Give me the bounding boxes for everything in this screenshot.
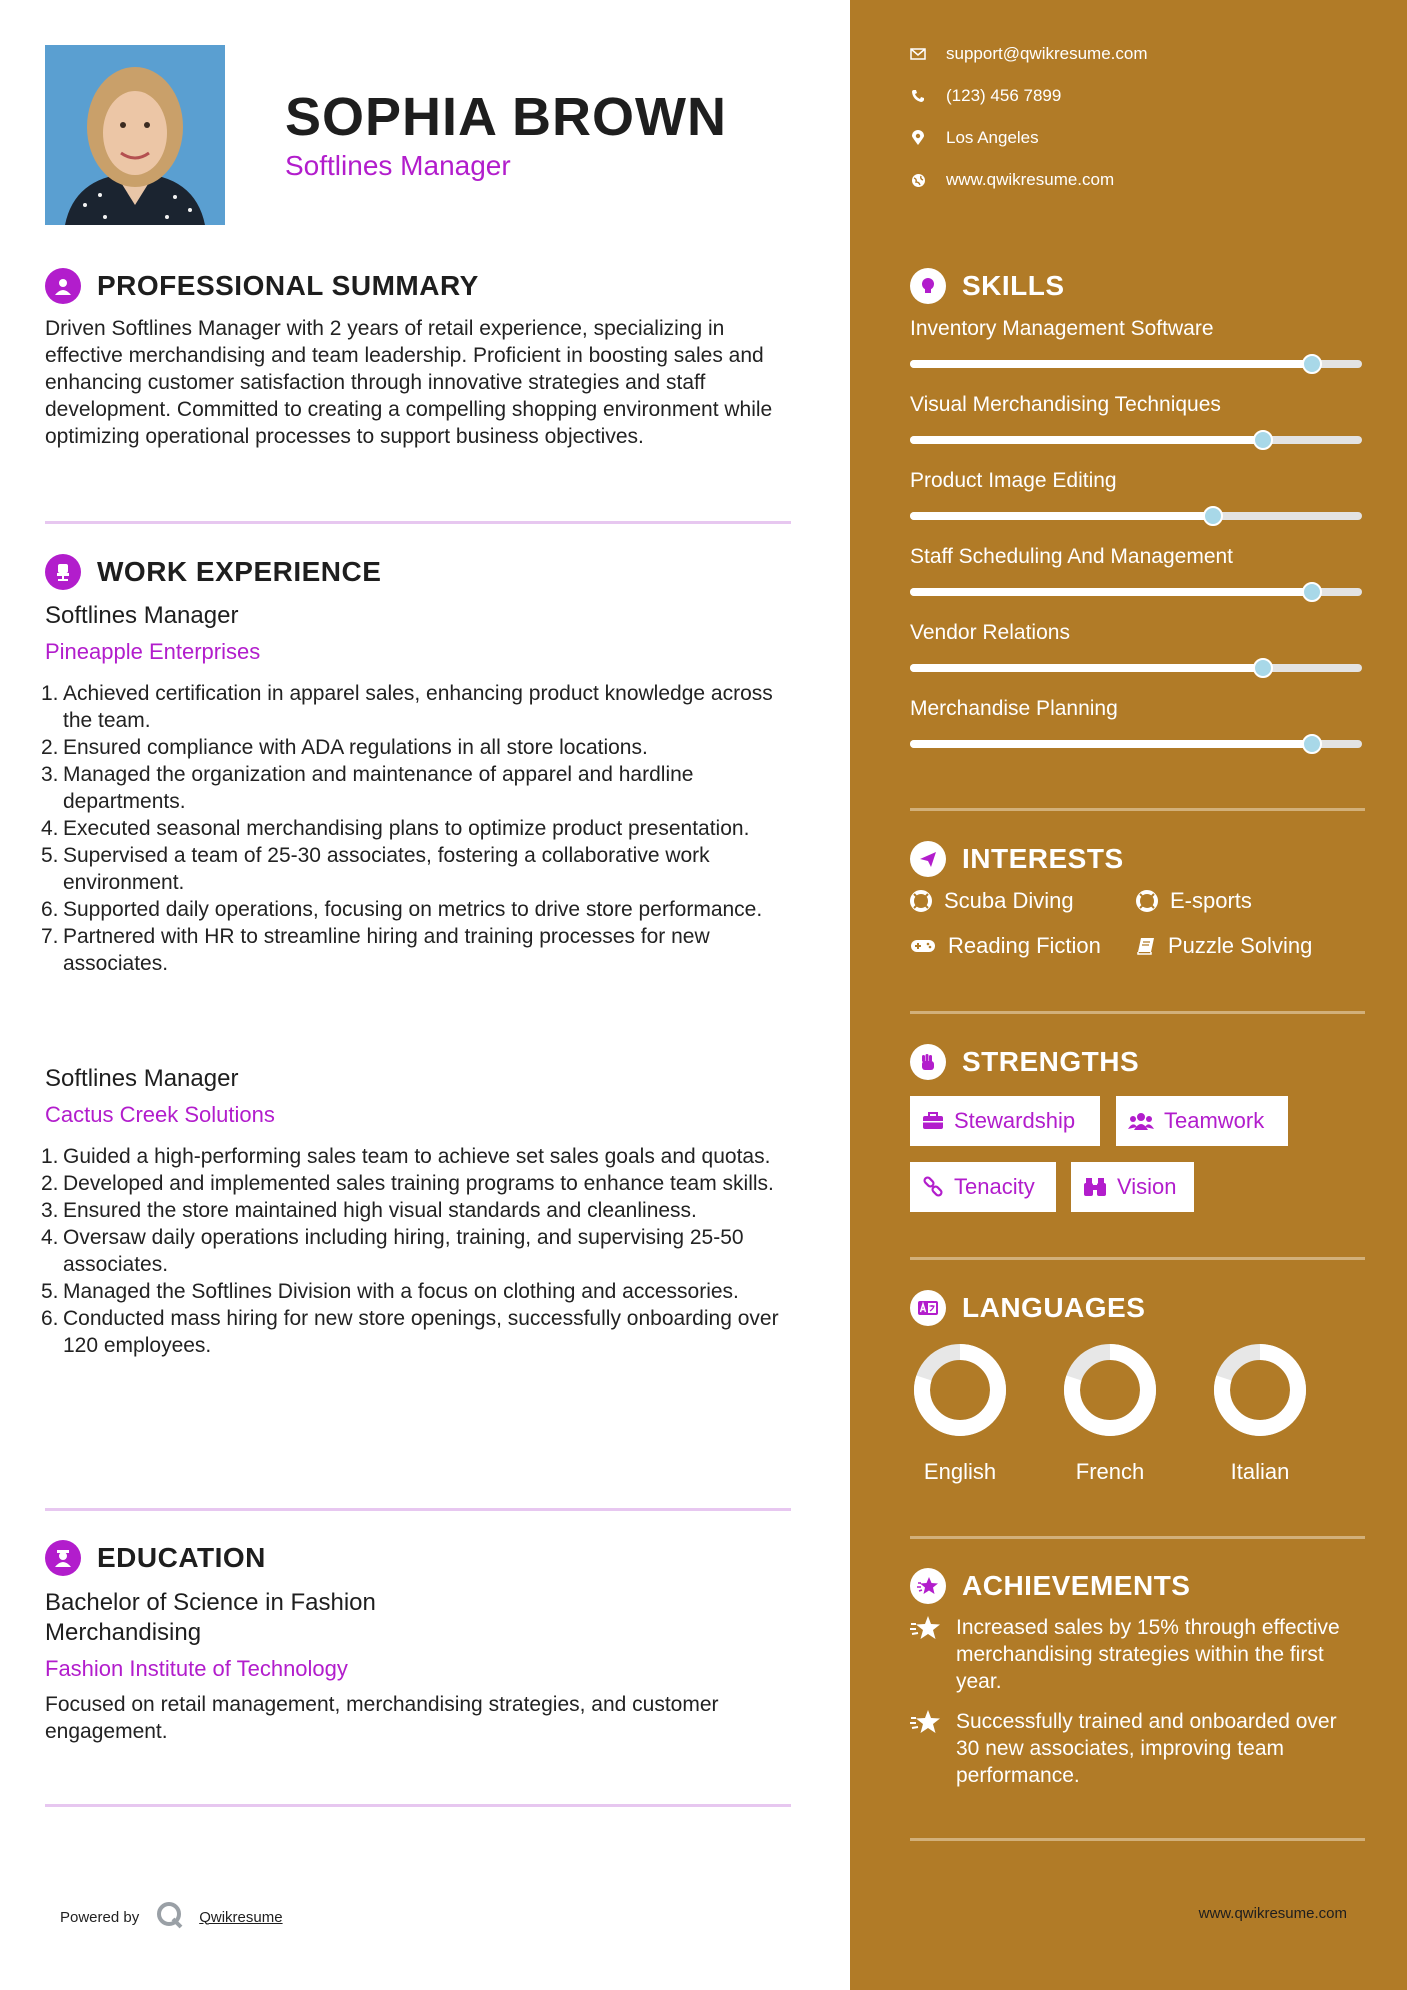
- company-name: Cactus Creek Solutions: [45, 1102, 275, 1127]
- skill-name: Vendor Relations: [910, 621, 1070, 644]
- list-item: 1. Guided a high-performing sales team to achieve set sales goals and quotas.: [41, 1145, 771, 1168]
- skill-level-fill: [910, 360, 1312, 368]
- briefcase-icon: [922, 1112, 944, 1130]
- skill-name: Visual Merchandising Techniques: [910, 393, 1221, 416]
- paper-plane-icon: [910, 841, 946, 877]
- envelope-icon: [910, 48, 926, 60]
- contact-website: [910, 170, 1114, 190]
- fist-icon: [910, 1044, 946, 1080]
- qwikresume-link[interactable]: Qwikresume: [199, 1908, 283, 1926]
- interest-label: Puzzle Solving: [1168, 933, 1313, 958]
- qwikresume-logo-icon: [155, 1900, 185, 1934]
- divider: [45, 1508, 791, 1511]
- list-item: 3. Managed the organization and maintenance of apparel and hardline departments.: [41, 763, 694, 813]
- divider: [45, 521, 791, 524]
- profile-photo: [45, 45, 225, 225]
- achievement-text: Successfully trained and onboarded over 30 new associates, improving team performance.: [956, 1710, 1337, 1787]
- skill-level-knob: [1253, 658, 1273, 678]
- summary-heading: [45, 268, 479, 304]
- interest-puzzle-solving: [1136, 933, 1312, 959]
- phone-text: (123) 456 7899: [946, 86, 1062, 105]
- star-burst-icon: [910, 1614, 944, 1695]
- interest-label: E-sports: [1170, 888, 1252, 913]
- divider: [45, 1804, 791, 1807]
- divider: [910, 1838, 1365, 1841]
- job-title: Softlines Manager: [45, 1065, 239, 1092]
- interest-scuba-diving: [910, 888, 1074, 914]
- contact-email: [910, 44, 1148, 64]
- star-burst-icon: [910, 1568, 946, 1604]
- list-item: 1. Achieved certification in apparel sales, enhancing product knowledge across the team.: [41, 682, 773, 732]
- skills-heading: [910, 268, 1065, 304]
- phone-icon: [910, 89, 926, 103]
- location-text: Los Angeles: [946, 128, 1039, 147]
- divider: [910, 1011, 1365, 1014]
- degree-line: Bachelor of Science in Fashion: [45, 1589, 376, 1616]
- list-item: 3. Ensured the store maintained high visual standards and cleanliness.: [41, 1199, 697, 1222]
- graduate-icon: [45, 1540, 81, 1576]
- lightbulb-icon: [910, 268, 946, 304]
- interest-e-sports: [1136, 888, 1252, 914]
- skill-level-fill: [910, 588, 1312, 596]
- degree-line: Merchandising: [45, 1619, 202, 1646]
- list-item: 2. Developed and implemented sales training programs to enhance team skills.: [41, 1172, 774, 1195]
- language-name: Italian: [1230, 1459, 1290, 1484]
- job-duties: [41, 1143, 795, 1359]
- lifebuoy-icon: [1136, 890, 1158, 912]
- skill-level-bar: [910, 436, 1362, 444]
- book-icon: [1136, 936, 1156, 956]
- language-item: [900, 1340, 1020, 1485]
- language-proficiency-ring: [1210, 1340, 1310, 1440]
- skill-name: Merchandise Planning: [910, 697, 1118, 720]
- footer-powered-by: [60, 1900, 283, 1934]
- skill-level-bar: [910, 512, 1362, 520]
- languages-heading: [910, 1290, 1145, 1326]
- contact-location: [910, 128, 1039, 148]
- chair-icon: [45, 554, 81, 590]
- job-duties: [41, 680, 795, 977]
- strength-vision: [1071, 1162, 1194, 1212]
- education-description: Focused on retail management, merchandising strategies, and customer engagement.: [45, 1693, 719, 1743]
- skill-level-fill: [910, 664, 1263, 672]
- skill-name: Product Image Editing: [910, 469, 1117, 492]
- language-item: [1050, 1340, 1170, 1485]
- translate-icon: [910, 1290, 946, 1326]
- strength-label: Teamwork: [1164, 1108, 1265, 1133]
- language-item: [1200, 1340, 1320, 1485]
- skill-name: Staff Scheduling And Management: [910, 545, 1234, 568]
- school-name: Fashion Institute of Technology: [45, 1656, 348, 1681]
- language-name: English: [923, 1459, 997, 1484]
- strength-label: Vision: [1117, 1174, 1177, 1199]
- list-item: 7. Partnered with HR to streamline hiring and training processes for new associates.: [41, 925, 710, 975]
- globe-icon: [910, 173, 926, 188]
- language-proficiency-ring: [910, 1340, 1010, 1440]
- interest-label: Reading Fiction: [948, 933, 1101, 958]
- education-heading: [45, 1540, 266, 1576]
- interest-label: Scuba Diving: [944, 888, 1074, 913]
- binoculars-icon: [1083, 1177, 1107, 1197]
- list-item: 2. Ensured compliance with ADA regulations in all store locations.: [41, 736, 648, 759]
- achievement-item: [910, 1614, 1360, 1695]
- skill-level-knob: [1302, 734, 1322, 754]
- strengths-title: STRENGTHS: [962, 1046, 1140, 1077]
- divider: [910, 1257, 1365, 1260]
- website-text: www.qwikresume.com: [946, 170, 1115, 189]
- list-item: 5. Managed the Softlines Division with a focus on clothing and accessories.: [41, 1280, 739, 1303]
- user-icon: [45, 268, 81, 304]
- strength-tenacity: [910, 1162, 1056, 1212]
- link-icon: [922, 1176, 944, 1198]
- footer-website: www.qwikresume.com: [1198, 1905, 1347, 1922]
- degree-title: [45, 1588, 376, 1648]
- strength-label: Stewardship: [954, 1108, 1076, 1133]
- company-name: Pineapple Enterprises: [45, 639, 261, 664]
- achievements-title: ACHIEVEMENTS: [962, 1570, 1191, 1601]
- skill-level-fill: [910, 740, 1312, 748]
- education-title: EDUCATION: [97, 1542, 266, 1573]
- skill-level-bar: [910, 588, 1362, 596]
- strength-teamwork: [1116, 1096, 1288, 1146]
- email-text: support@qwikresume.com: [946, 44, 1148, 63]
- skill-level-bar: [910, 360, 1362, 368]
- strength-stewardship: [910, 1096, 1100, 1146]
- interests-title: INTERESTS: [962, 843, 1124, 874]
- achievement-text: Increased sales by 15% through effective merchandising strategies within the first year.: [956, 1616, 1340, 1693]
- interests-heading: [910, 841, 1124, 877]
- map-marker-icon: [910, 130, 926, 146]
- candidate-name: SOPHIA BROWN: [285, 87, 727, 147]
- contact-phone: [910, 86, 1061, 106]
- summary-text: Driven Softlines Manager with 2 years of retail experience, specializing in effective merchandising and team leadership. Proficient in boosting sales and enhancing customer satisfaction through innovative strategies and staff development. Committed to creating a compelling shopping environment while optimizing operational processes to support business objectives.: [45, 317, 773, 448]
- languages-title: LANGUAGES: [962, 1292, 1146, 1323]
- interest-reading-fiction: [910, 933, 1101, 959]
- language-proficiency-ring: [1060, 1340, 1160, 1440]
- lifebuoy-icon: [910, 890, 932, 912]
- language-name: French: [1075, 1459, 1145, 1484]
- star-burst-icon: [910, 1708, 944, 1789]
- skill-level-bar: [910, 664, 1362, 672]
- list-item: 5. Supervised a team of 25-30 associates, fostering a collaborative work environment.: [41, 844, 710, 894]
- work-heading: [45, 554, 381, 590]
- skill-level-knob: [1203, 506, 1223, 526]
- skill-level-knob: [1302, 354, 1322, 374]
- achievement-item: [910, 1708, 1360, 1789]
- list-item: 4. Oversaw daily operations including hiring, training, and supervising 25-50 associates.: [41, 1226, 744, 1276]
- skill-level-fill: [910, 512, 1213, 520]
- users-icon: [1128, 1112, 1154, 1130]
- job-title: Softlines Manager: [45, 602, 239, 629]
- powered-by-label: Powered by: [60, 1908, 140, 1926]
- gamepad-icon: [910, 938, 936, 954]
- strengths-heading: [910, 1044, 1139, 1080]
- skill-name: Inventory Management Software: [910, 317, 1214, 340]
- list-item: 6. Supported daily operations, focusing on metrics to drive store performance.: [41, 898, 763, 921]
- candidate-role: Softlines Manager: [285, 150, 511, 181]
- work-title: WORK EXPERIENCE: [97, 556, 382, 587]
- strength-label: Tenacity: [954, 1174, 1035, 1199]
- sidebar: [850, 0, 1407, 1990]
- skill-level-fill: [910, 436, 1263, 444]
- skill-level-bar: [910, 740, 1362, 748]
- skills-title: SKILLS: [962, 270, 1065, 301]
- divider: [910, 808, 1365, 811]
- list-item: 4. Executed seasonal merchandising plans to optimize product presentation.: [41, 817, 750, 840]
- skill-level-knob: [1302, 582, 1322, 602]
- achievements-heading: [910, 1568, 1190, 1604]
- divider: [910, 1536, 1365, 1539]
- list-item: 6. Conducted mass hiring for new store openings, successfully onboarding over 120 employees.: [41, 1307, 779, 1357]
- summary-title: PROFESSIONAL SUMMARY: [97, 270, 479, 301]
- skill-level-knob: [1253, 430, 1273, 450]
